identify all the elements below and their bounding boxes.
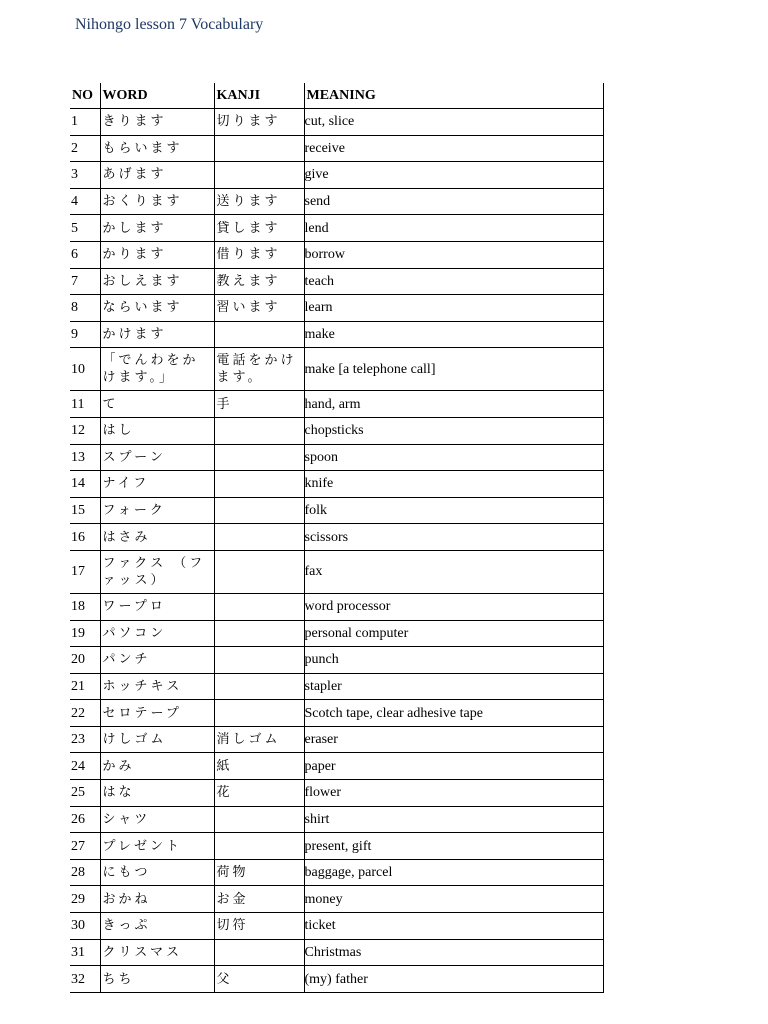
header-word: WORD	[100, 83, 214, 109]
cell-word: はな	[100, 780, 214, 807]
cell-no: 32	[70, 966, 100, 993]
cell-word: パンチ	[100, 647, 214, 674]
cell-meaning: cut, slice	[304, 109, 603, 136]
cell-word: ホッチキス	[100, 673, 214, 700]
header-meaning: MEANING	[304, 83, 603, 109]
cell-meaning: make [a telephone call]	[304, 348, 603, 391]
cell-no: 12	[70, 417, 100, 444]
cell-meaning: stapler	[304, 673, 603, 700]
vocabulary-table	[70, 83, 604, 993]
cell-word: にもつ	[100, 859, 214, 886]
table-row	[70, 673, 603, 700]
cell-word: けしゴム	[100, 726, 214, 753]
table-row	[70, 913, 603, 940]
cell-meaning: Christmas	[304, 939, 603, 966]
table-row	[70, 241, 603, 268]
cell-kanji: 消しゴム	[214, 726, 304, 753]
vocabulary-table-body	[70, 109, 603, 993]
cell-kanji: 切符	[214, 913, 304, 940]
table-row	[70, 726, 603, 753]
cell-no: 20	[70, 647, 100, 674]
cell-kanji: 習います	[214, 295, 304, 322]
cell-no: 18	[70, 593, 100, 620]
cell-no: 2	[70, 135, 100, 162]
cell-kanji	[214, 550, 304, 593]
cell-no: 14	[70, 471, 100, 498]
cell-meaning: chopsticks	[304, 417, 603, 444]
cell-word: かします	[100, 215, 214, 242]
cell-no: 9	[70, 321, 100, 348]
cell-word: スプーン	[100, 444, 214, 471]
cell-word: クリスマス	[100, 939, 214, 966]
cell-kanji	[214, 417, 304, 444]
cell-no: 25	[70, 780, 100, 807]
cell-no: 22	[70, 700, 100, 727]
cell-word: かります	[100, 241, 214, 268]
cell-kanji	[214, 939, 304, 966]
cell-word: もらいます	[100, 135, 214, 162]
table-row	[70, 268, 603, 295]
table-header-row	[70, 83, 603, 109]
cell-no: 8	[70, 295, 100, 322]
table-row	[70, 188, 603, 215]
cell-meaning: present, gift	[304, 833, 603, 860]
cell-word: パソコン	[100, 620, 214, 647]
table-row	[70, 321, 603, 348]
cell-kanji	[214, 321, 304, 348]
cell-kanji	[214, 620, 304, 647]
cell-meaning: lend	[304, 215, 603, 242]
cell-meaning: Scotch tape, clear adhesive tape	[304, 700, 603, 727]
table-row	[70, 966, 603, 993]
cell-word: おかね	[100, 886, 214, 913]
cell-no: 19	[70, 620, 100, 647]
cell-no: 28	[70, 859, 100, 886]
cell-kanji	[214, 444, 304, 471]
table-row	[70, 497, 603, 524]
table-row	[70, 471, 603, 498]
cell-no: 27	[70, 833, 100, 860]
table-row	[70, 215, 603, 242]
cell-kanji: 電話をかけます。	[214, 348, 304, 391]
cell-word: シャツ	[100, 806, 214, 833]
cell-meaning: fax	[304, 550, 603, 593]
cell-kanji	[214, 647, 304, 674]
cell-kanji	[214, 497, 304, 524]
cell-word: プレゼント	[100, 833, 214, 860]
cell-kanji: 父	[214, 966, 304, 993]
table-row	[70, 620, 603, 647]
cell-kanji: 送ります	[214, 188, 304, 215]
table-row	[70, 859, 603, 886]
cell-meaning: hand, arm	[304, 391, 603, 418]
cell-word: あげます	[100, 162, 214, 189]
cell-no: 24	[70, 753, 100, 780]
cell-no: 26	[70, 806, 100, 833]
cell-meaning: make	[304, 321, 603, 348]
cell-meaning: teach	[304, 268, 603, 295]
cell-no: 30	[70, 913, 100, 940]
cell-kanji: 借ります	[214, 241, 304, 268]
cell-no: 13	[70, 444, 100, 471]
cell-meaning: spoon	[304, 444, 603, 471]
cell-meaning: folk	[304, 497, 603, 524]
cell-no: 10	[70, 348, 100, 391]
cell-kanji	[214, 700, 304, 727]
table-row	[70, 348, 603, 391]
cell-meaning: punch	[304, 647, 603, 674]
cell-no: 31	[70, 939, 100, 966]
header-kanji: KANJI	[214, 83, 304, 109]
cell-no: 23	[70, 726, 100, 753]
cell-word: フォーク	[100, 497, 214, 524]
table-row	[70, 700, 603, 727]
cell-word: ワープロ	[100, 593, 214, 620]
cell-kanji: 紙	[214, 753, 304, 780]
cell-meaning: scissors	[304, 524, 603, 551]
cell-kanji: 荷物	[214, 859, 304, 886]
cell-kanji: 花	[214, 780, 304, 807]
cell-no: 17	[70, 550, 100, 593]
table-row	[70, 550, 603, 593]
cell-word: て	[100, 391, 214, 418]
cell-kanji	[214, 162, 304, 189]
cell-no: 21	[70, 673, 100, 700]
cell-no: 11	[70, 391, 100, 418]
cell-word: ファクス （ファッス）	[100, 550, 214, 593]
cell-no: 7	[70, 268, 100, 295]
table-row	[70, 135, 603, 162]
table-row	[70, 391, 603, 418]
cell-kanji: 教えます	[214, 268, 304, 295]
cell-kanji	[214, 673, 304, 700]
table-row	[70, 295, 603, 322]
table-row	[70, 593, 603, 620]
cell-no: 15	[70, 497, 100, 524]
cell-no: 29	[70, 886, 100, 913]
cell-meaning: receive	[304, 135, 603, 162]
cell-kanji	[214, 806, 304, 833]
cell-meaning: eraser	[304, 726, 603, 753]
cell-meaning: personal computer	[304, 620, 603, 647]
cell-word: はさみ	[100, 524, 214, 551]
cell-no: 3	[70, 162, 100, 189]
cell-meaning: baggage, parcel	[304, 859, 603, 886]
cell-word: きっぷ	[100, 913, 214, 940]
table-row	[70, 162, 603, 189]
cell-word: きります	[100, 109, 214, 136]
cell-meaning: money	[304, 886, 603, 913]
cell-meaning: flower	[304, 780, 603, 807]
table-row	[70, 886, 603, 913]
cell-meaning: (my) father	[304, 966, 603, 993]
cell-kanji	[214, 593, 304, 620]
table-row	[70, 833, 603, 860]
table-row	[70, 939, 603, 966]
document-title: Nihongo lesson 7 Vocabulary	[75, 16, 264, 33]
cell-no: 5	[70, 215, 100, 242]
cell-meaning: shirt	[304, 806, 603, 833]
cell-meaning: ticket	[304, 913, 603, 940]
cell-word: セロテープ	[100, 700, 214, 727]
cell-meaning: borrow	[304, 241, 603, 268]
table-row	[70, 524, 603, 551]
cell-no: 16	[70, 524, 100, 551]
cell-word: ちち	[100, 966, 214, 993]
cell-word: かけます	[100, 321, 214, 348]
cell-word: おしえます	[100, 268, 214, 295]
table-row	[70, 444, 603, 471]
cell-kanji	[214, 833, 304, 860]
cell-kanji	[214, 135, 304, 162]
cell-kanji	[214, 524, 304, 551]
cell-meaning: knife	[304, 471, 603, 498]
cell-word: かみ	[100, 753, 214, 780]
cell-meaning: send	[304, 188, 603, 215]
table-row	[70, 647, 603, 674]
cell-meaning: word processor	[304, 593, 603, 620]
table-row	[70, 417, 603, 444]
cell-word: はし	[100, 417, 214, 444]
table-row	[70, 753, 603, 780]
cell-no: 6	[70, 241, 100, 268]
cell-word: ならいます	[100, 295, 214, 322]
cell-kanji: 手	[214, 391, 304, 418]
cell-kanji: 貸します	[214, 215, 304, 242]
table-row	[70, 109, 603, 136]
cell-meaning: give	[304, 162, 603, 189]
cell-meaning: paper	[304, 753, 603, 780]
cell-word: 「でんわをかけます。」	[100, 348, 214, 391]
cell-word: ナイフ	[100, 471, 214, 498]
cell-kanji: 切ります	[214, 109, 304, 136]
cell-no: 4	[70, 188, 100, 215]
cell-word: おくります	[100, 188, 214, 215]
cell-no: 1	[70, 109, 100, 136]
table-row	[70, 806, 603, 833]
cell-meaning: learn	[304, 295, 603, 322]
cell-kanji	[214, 471, 304, 498]
cell-kanji: お金	[214, 886, 304, 913]
table-row	[70, 780, 603, 807]
header-no: NO	[70, 83, 100, 109]
